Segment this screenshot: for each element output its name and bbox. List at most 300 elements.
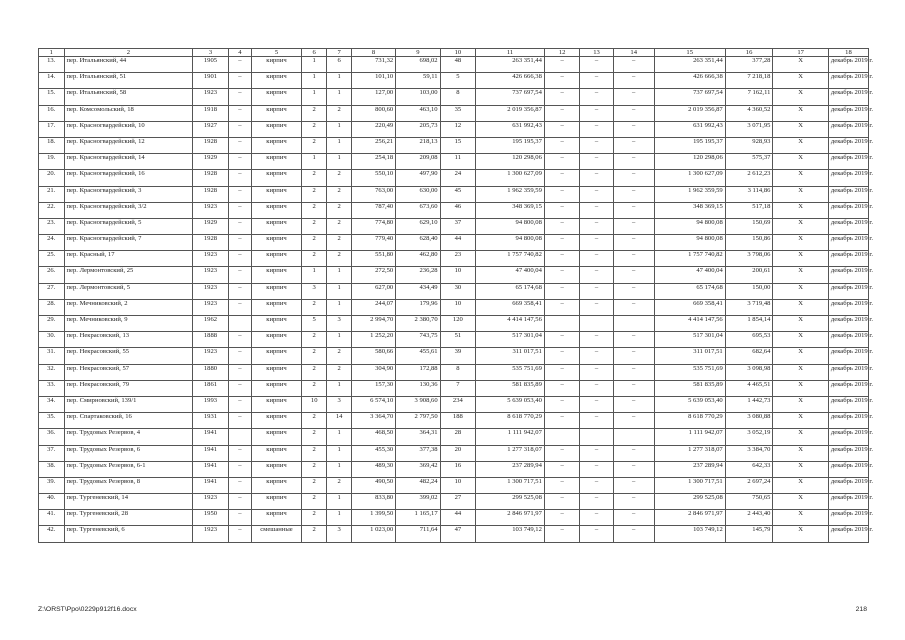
table-cell: 35 — [440, 105, 476, 121]
table-row — [39, 316, 869, 332]
table-cell: 65 174,68 — [654, 283, 725, 299]
table-cell: – — [613, 202, 654, 218]
table-cell: 2 797,50 — [396, 413, 440, 429]
table-cell: 21. — [39, 186, 65, 202]
table-cell: декабрь 2019 г. — [828, 364, 868, 380]
table-cell: – — [580, 202, 613, 218]
table-cell: – — [228, 477, 251, 493]
table-cell: – — [613, 477, 654, 493]
table-cell: 120 298,06 — [476, 154, 545, 170]
table-cell: декабрь 2019 г. — [828, 510, 868, 526]
table-cell: – — [228, 461, 251, 477]
table-cell: 1993 — [193, 396, 229, 412]
table-cell: кирпич — [252, 202, 302, 218]
table-cell: – — [613, 461, 654, 477]
table-cell: 1928 — [193, 137, 229, 153]
table-cell: 455,30 — [351, 445, 395, 461]
table-cell: 3 071,95 — [725, 121, 773, 137]
table-cell: 3 — [327, 316, 351, 332]
table-row — [39, 170, 869, 186]
table-cell: 94 800,08 — [654, 235, 725, 251]
table-cell: 682,64 — [725, 348, 773, 364]
table-cell: 2 612,23 — [725, 170, 773, 186]
table-cell: 750,65 — [725, 494, 773, 510]
table-cell: 2 — [327, 235, 351, 251]
table-cell: – — [544, 396, 580, 412]
table-cell: 6 574,10 — [351, 396, 395, 412]
table-cell: – — [544, 526, 580, 542]
table-cell: 1950 — [193, 510, 229, 526]
table-cell: 244,07 — [351, 299, 395, 315]
table-cell: пер. Некрасовский, 57 — [64, 364, 193, 380]
table-cell: 10 — [301, 396, 327, 412]
table-cell: 1888 — [193, 332, 229, 348]
table-cell: – — [580, 154, 613, 170]
table-cell: 311 017,51 — [476, 348, 545, 364]
table-cell: пер. Красный, 17 — [64, 251, 193, 267]
table-cell: пер. Красногвардейский, 5 — [64, 218, 193, 234]
table-cell: 489,30 — [351, 461, 395, 477]
table-cell: 33. — [39, 380, 65, 396]
table-cell: 1 — [327, 445, 351, 461]
table-cell: 27. — [39, 283, 65, 299]
table-cell: – — [580, 218, 613, 234]
table-cell: 1 399,50 — [351, 510, 395, 526]
table-cell: – — [613, 186, 654, 202]
table-cell: – — [580, 510, 613, 526]
table-cell: – — [580, 283, 613, 299]
table-cell: кирпич — [252, 283, 302, 299]
table-cell: – — [228, 526, 251, 542]
table-cell: 2 — [327, 364, 351, 380]
table-cell: – — [580, 170, 613, 186]
table-cell: 7 — [440, 380, 476, 396]
table-cell: 1923 — [193, 202, 229, 218]
table-row — [39, 364, 869, 380]
table-cell: 19. — [39, 154, 65, 170]
table-cell: декабрь 2019 г. — [828, 316, 868, 332]
table-cell: 150,86 — [725, 235, 773, 251]
table-row — [39, 57, 869, 73]
table-row — [39, 283, 869, 299]
table-cell: кирпич — [252, 380, 302, 396]
table-cell: 23 — [440, 251, 476, 267]
table-cell: 2 — [301, 477, 327, 493]
table-cell: X — [773, 57, 828, 73]
table-cell: – — [580, 332, 613, 348]
table-row — [39, 461, 869, 477]
table-cell: 2 — [301, 429, 327, 445]
table-cell: – — [228, 283, 251, 299]
table-cell: – — [228, 154, 251, 170]
table-cell: 94 800,08 — [476, 235, 545, 251]
table-cell: – — [544, 154, 580, 170]
table-cell: кирпич — [252, 413, 302, 429]
table-cell: 15 — [440, 137, 476, 153]
table-cell: 779,40 — [351, 235, 395, 251]
table-cell: – — [544, 413, 580, 429]
table-cell: 2 380,70 — [396, 316, 440, 332]
table-cell: 1 — [301, 57, 327, 73]
table-cell: 13. — [39, 57, 65, 73]
table-cell: – — [580, 299, 613, 315]
table-cell: 2 — [301, 364, 327, 380]
table-cell: 3 — [327, 526, 351, 542]
table-cell: X — [773, 283, 828, 299]
table-cell: 1929 — [193, 154, 229, 170]
table-cell: 30 — [440, 283, 476, 299]
table-cell: кирпич — [252, 364, 302, 380]
table-cell: кирпич — [252, 121, 302, 137]
table-cell: пер. Красногвардейский, 10 — [64, 121, 193, 137]
table-cell: X — [773, 186, 828, 202]
table-cell: 1 277 318,07 — [476, 445, 545, 461]
table-cell: X — [773, 121, 828, 137]
table-cell: 631 992,43 — [654, 121, 725, 137]
table-cell: 103,00 — [396, 89, 440, 105]
table-cell: кирпич — [252, 429, 302, 445]
table-cell: – — [613, 137, 654, 153]
table-cell: – — [228, 396, 251, 412]
table-cell: – — [580, 57, 613, 73]
table-cell: кирпич — [252, 137, 302, 153]
table-cell: X — [773, 494, 828, 510]
table-cell: 1 — [327, 429, 351, 445]
table-cell: 2 994,70 — [351, 316, 395, 332]
column-number-14: 14 — [613, 49, 654, 57]
table-cell: кирпич — [252, 396, 302, 412]
table-cell: 434,49 — [396, 283, 440, 299]
table-cell: 1 252,20 — [351, 332, 395, 348]
table-cell: – — [613, 526, 654, 542]
table-cell: 1 — [327, 494, 351, 510]
table-cell: 59,11 — [396, 73, 440, 89]
table-cell: – — [613, 73, 654, 89]
table-cell: 2 — [301, 137, 327, 153]
table-cell: 1941 — [193, 461, 229, 477]
table-cell: 2 — [301, 413, 327, 429]
table-row — [39, 332, 869, 348]
table-row — [39, 73, 869, 89]
table-cell: декабрь 2019 г. — [828, 170, 868, 186]
table-cell: 2 — [301, 235, 327, 251]
table-cell: – — [228, 170, 251, 186]
table-cell: пер. Трудовых Резервов, 8 — [64, 477, 193, 493]
table-cell: 1 757 740,82 — [654, 251, 725, 267]
table-row — [39, 105, 869, 121]
table-cell: 833,80 — [351, 494, 395, 510]
table-cell: 1 023,00 — [351, 526, 395, 542]
table-cell: 1 277 318,07 — [654, 445, 725, 461]
table-cell: – — [544, 445, 580, 461]
table-cell: 517 301,04 — [476, 332, 545, 348]
table-cell: 551,80 — [351, 251, 395, 267]
table-cell: 220,49 — [351, 121, 395, 137]
table-cell: декабрь 2019 г. — [828, 283, 868, 299]
table-cell: 455,61 — [396, 348, 440, 364]
table-cell: декабрь 2019 г. — [828, 477, 868, 493]
table-cell: 10 — [440, 299, 476, 315]
table-cell: 1 111 942,07 — [654, 429, 725, 445]
table-cell: 8 — [440, 364, 476, 380]
table-cell: 7 162,11 — [725, 89, 773, 105]
table-cell: 2 — [327, 186, 351, 202]
table-cell: 1928 — [193, 170, 229, 186]
table-cell: пер. Трудовых Резервов, 6 — [64, 445, 193, 461]
table-cell: 1923 — [193, 267, 229, 283]
table-cell: 743,75 — [396, 332, 440, 348]
table-cell: декабрь 2019 г. — [828, 137, 868, 153]
table-cell: декабрь 2019 г. — [828, 445, 868, 461]
table-cell: 1 — [301, 73, 327, 89]
table-cell: – — [544, 89, 580, 105]
table-cell: 1 — [327, 121, 351, 137]
table-cell: 1901 — [193, 73, 229, 89]
table-cell: X — [773, 429, 828, 445]
table-cell: – — [580, 380, 613, 396]
table-cell: 2 — [327, 251, 351, 267]
table-cell: 41. — [39, 510, 65, 526]
table-cell: 468,50 — [351, 429, 395, 445]
table-cell: – — [544, 105, 580, 121]
table-cell: 1923 — [193, 283, 229, 299]
table-cell: 2 443,40 — [725, 510, 773, 526]
column-number-11: 11 — [476, 49, 545, 57]
table-cell: 20 — [440, 445, 476, 461]
table-cell: 629,10 — [396, 218, 440, 234]
table-cell: 3 364,70 — [351, 413, 395, 429]
table-cell: 490,50 — [351, 477, 395, 493]
page-number: 218 — [855, 606, 867, 613]
table-cell: 1923 — [193, 299, 229, 315]
table-cell: 695,53 — [725, 332, 773, 348]
table-cell: 12 — [440, 121, 476, 137]
table-cell: 426 666,38 — [476, 73, 545, 89]
table-cell: кирпич — [252, 73, 302, 89]
table-cell: – — [228, 380, 251, 396]
table-cell: – — [544, 510, 580, 526]
table-cell: – — [613, 235, 654, 251]
table-cell: 2 — [327, 170, 351, 186]
table-cell: 47 400,04 — [654, 267, 725, 283]
table-cell: 3 — [301, 283, 327, 299]
table-cell: пер. Итальянский, 58 — [64, 89, 193, 105]
table-cell: – — [544, 332, 580, 348]
table-cell: 2 — [301, 170, 327, 186]
table-cell: 6 — [327, 57, 351, 73]
table-cell: 2 019 356,87 — [654, 105, 725, 121]
table-cell: X — [773, 235, 828, 251]
table-cell: пер. Тургеневский, 14 — [64, 494, 193, 510]
table-cell: – — [544, 477, 580, 493]
table-cell: – — [544, 348, 580, 364]
table-row — [39, 154, 869, 170]
table-cell: декабрь 2019 г. — [828, 186, 868, 202]
table-cell: 1 — [327, 267, 351, 283]
table-cell: 4 414 147,56 — [654, 316, 725, 332]
table-cell: пер. Тургеневский, 28 — [64, 510, 193, 526]
table-cell: 2 — [301, 526, 327, 542]
table-row — [39, 396, 869, 412]
table-cell: 2 846 971,97 — [654, 510, 725, 526]
table-cell: 8 618 770,29 — [476, 413, 545, 429]
table-cell: X — [773, 267, 828, 283]
table-cell: – — [544, 202, 580, 218]
table-row — [39, 380, 869, 396]
table-cell: 482,24 — [396, 477, 440, 493]
table-cell: пер. Спартаковский, 16 — [64, 413, 193, 429]
table-cell — [613, 429, 654, 445]
table-cell: 127,00 — [351, 89, 395, 105]
table-cell: 45 — [440, 186, 476, 202]
table-cell: пер. Комсомольский, 18 — [64, 105, 193, 121]
table-row — [39, 218, 869, 234]
table-cell — [228, 429, 251, 445]
table-row — [39, 429, 869, 445]
table-cell: 26. — [39, 267, 65, 283]
table-cell: 1923 — [193, 348, 229, 364]
table-cell: 8 618 770,29 — [654, 413, 725, 429]
table-cell: 669 358,41 — [654, 299, 725, 315]
table-cell: декабрь 2019 г. — [828, 267, 868, 283]
column-number-3: 3 — [193, 49, 229, 57]
table-cell: 14 — [327, 413, 351, 429]
table-cell: – — [580, 396, 613, 412]
table-cell: 3 080,88 — [725, 413, 773, 429]
column-number-17: 17 — [773, 49, 828, 57]
table-cell: кирпич — [252, 332, 302, 348]
table-cell: – — [228, 89, 251, 105]
table-cell: 1 — [327, 332, 351, 348]
table-cell: 1941 — [193, 477, 229, 493]
table-cell: – — [544, 380, 580, 396]
table-cell: 94 800,08 — [654, 218, 725, 234]
table-cell: – — [544, 235, 580, 251]
table-cell: X — [773, 137, 828, 153]
column-number-7: 7 — [327, 49, 351, 57]
table-cell: – — [613, 170, 654, 186]
column-number-row — [39, 49, 869, 57]
table-cell: – — [544, 251, 580, 267]
table-cell: 44 — [440, 235, 476, 251]
column-number-10: 10 — [440, 49, 476, 57]
table-cell: 27 — [440, 494, 476, 510]
table-cell: 1931 — [193, 413, 229, 429]
table-cell: 48 — [440, 57, 476, 73]
table-cell: кирпич — [252, 105, 302, 121]
table-cell: 1 — [327, 89, 351, 105]
table-cell: – — [580, 105, 613, 121]
table-cell: 188 — [440, 413, 476, 429]
table-cell: – — [580, 235, 613, 251]
table-cell: пер. Некрасовский, 13 — [64, 332, 193, 348]
table-cell — [544, 316, 580, 332]
table-cell: 10 — [440, 477, 476, 493]
table-cell: 3 052,19 — [725, 429, 773, 445]
table-cell: 5 639 053,40 — [654, 396, 725, 412]
table-cell: – — [580, 477, 613, 493]
table-cell: X — [773, 170, 828, 186]
table-cell: кирпич — [252, 235, 302, 251]
table-cell: 40. — [39, 494, 65, 510]
table-cell: 29. — [39, 316, 65, 332]
table-cell: 103 749,12 — [654, 526, 725, 542]
table-cell: 195 195,37 — [654, 137, 725, 153]
table-cell: 39 — [440, 348, 476, 364]
table-cell: 254,18 — [351, 154, 395, 170]
column-number-18: 18 — [828, 49, 868, 57]
table-cell: 673,60 — [396, 202, 440, 218]
table-cell: 311 017,51 — [654, 348, 725, 364]
table-cell: кирпич — [252, 494, 302, 510]
table-cell: 24. — [39, 235, 65, 251]
table-cell: 1923 — [193, 494, 229, 510]
table-cell: декабрь 2019 г. — [828, 396, 868, 412]
table-cell: 1 — [327, 73, 351, 89]
table-cell: 535 751,69 — [476, 364, 545, 380]
column-number-8: 8 — [351, 49, 395, 57]
table-cell: 34. — [39, 396, 65, 412]
table-cell: 1 — [327, 380, 351, 396]
table-cell: X — [773, 73, 828, 89]
table-cell: 737 697,54 — [476, 89, 545, 105]
table-cell: 630,00 — [396, 186, 440, 202]
table-row — [39, 251, 869, 267]
table-cell: 234 — [440, 396, 476, 412]
table-cell: 10 — [440, 267, 476, 283]
table-row — [39, 299, 869, 315]
table-cell: 2 — [301, 218, 327, 234]
table-cell: 32. — [39, 364, 65, 380]
table-cell: 44 — [440, 510, 476, 526]
table-cell: 237 289,94 — [654, 461, 725, 477]
table-cell: – — [613, 494, 654, 510]
table-cell: декабрь 2019 г. — [828, 526, 868, 542]
table-cell: – — [580, 137, 613, 153]
table-cell: 5 — [440, 73, 476, 89]
column-number-4: 4 — [228, 49, 251, 57]
table-cell: 28. — [39, 299, 65, 315]
table-cell: 3 114,86 — [725, 186, 773, 202]
table-cell: – — [544, 170, 580, 186]
table-cell — [228, 316, 251, 332]
table-cell: – — [228, 251, 251, 267]
table-cell: 36. — [39, 429, 65, 445]
table-cell: кирпич — [252, 477, 302, 493]
table-cell: 1905 — [193, 57, 229, 73]
table-cell: 35. — [39, 413, 65, 429]
table-cell: X — [773, 348, 828, 364]
table-cell: 698,02 — [396, 57, 440, 73]
table-cell: 39. — [39, 477, 65, 493]
table-cell: 2 — [301, 380, 327, 396]
table-cell: – — [613, 348, 654, 364]
table-cell: 209,08 — [396, 154, 440, 170]
table-cell: 1 — [327, 283, 351, 299]
table-cell: – — [228, 332, 251, 348]
table-row — [39, 89, 869, 105]
table-cell: 172,88 — [396, 364, 440, 380]
table-cell: 1923 — [193, 89, 229, 105]
column-number-16: 16 — [725, 49, 773, 57]
table-cell: пер. Мечниковский, 9 — [64, 316, 193, 332]
table-cell: пер. Мечниковский, 2 — [64, 299, 193, 315]
table-cell: – — [580, 526, 613, 542]
table-cell: 1 300 627,09 — [654, 170, 725, 186]
table-cell: 47 — [440, 526, 476, 542]
table-row — [39, 477, 869, 493]
table-cell: 1880 — [193, 364, 229, 380]
